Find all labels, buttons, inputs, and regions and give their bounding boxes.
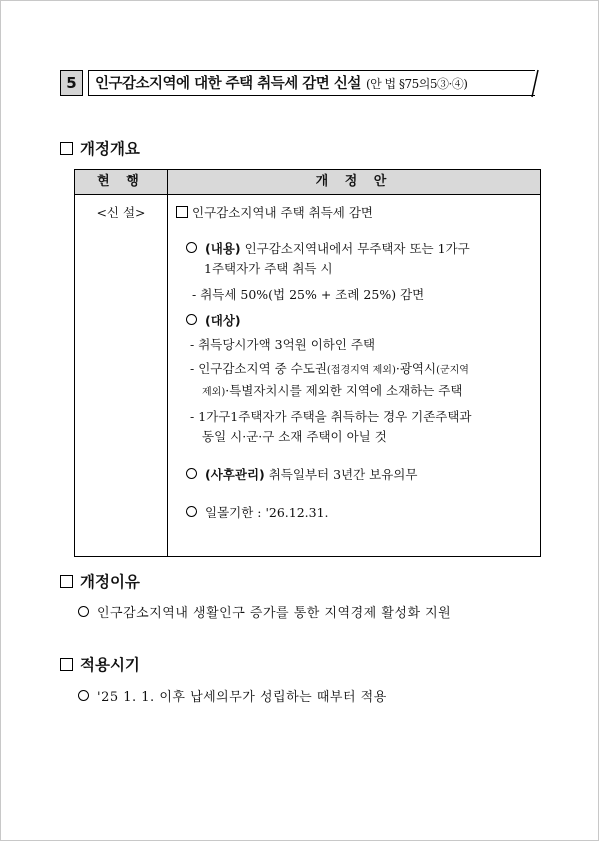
item-header (60, 70, 540, 98)
effective-text: '25 1. 1. 이후 납세의무가 성립하는 때부터 적용 (97, 690, 387, 705)
proposed-cell (168, 195, 541, 557)
circle-bullet-icon (186, 468, 197, 479)
current-text: <신 설> (96, 205, 146, 220)
checkbox-square-icon (176, 206, 188, 218)
checkbox-square-icon (60, 142, 73, 155)
post-mgmt-line (176, 465, 532, 485)
target-2-text-e: 제외) (202, 387, 226, 398)
circle-bullet-icon (78, 690, 89, 701)
circle-bullet-icon (78, 606, 89, 617)
target-1: - 취득당시가액 3억원 이하인 주택 (190, 337, 376, 352)
post-label: (사후관리) (205, 467, 265, 482)
post-text: 취득일부터 3년간 보유의무 (268, 467, 418, 482)
item-title: 인구감소지역에 대한 주택 취득세 감면 신설 (95, 76, 361, 92)
section-effective-title: 적용시기 (80, 656, 140, 674)
section-reason-title: 개정이유 (80, 573, 140, 591)
current-cell (75, 195, 168, 557)
revision-table (74, 169, 541, 557)
checkbox-square-icon (60, 658, 73, 671)
col-current-header: 현 행 (75, 170, 168, 195)
section-overview-title: 개정개요 (80, 140, 140, 158)
target-2 (176, 359, 532, 381)
circle-bullet-icon (186, 242, 197, 253)
target-3: - 1가구1주택자가 주택을 취득하는 경우 기존주택과 (190, 409, 472, 424)
proposed-title: 인구감소지역내 주택 취득세 감면 (192, 205, 373, 220)
item-number: 5 (60, 70, 83, 96)
reason-text: 인구감소지역내 생활인구 증가를 통한 지역경제 활성화 지원 (97, 606, 452, 621)
proposed-title-line (176, 203, 532, 223)
target-2-cont (176, 381, 532, 403)
target-label: (대상) (205, 313, 241, 328)
col-proposed-header: 개 정 안 (168, 170, 541, 195)
content-label: (내용) (205, 241, 241, 256)
circle-bullet-icon (186, 314, 197, 325)
content-line-1 (176, 239, 532, 259)
target-2-text-d: (군지역 (436, 365, 469, 376)
effective-line (78, 686, 387, 705)
content-line-2: 1주택자가 주택 취득 시 (204, 261, 333, 276)
target-2-text-f: ·특별자치시를 제외한 지역에 소재하는 주택 (225, 383, 463, 398)
target-head (176, 311, 532, 331)
reason-line (78, 602, 451, 621)
sunset-text: 일몰기한 : '26.12.31. (205, 505, 329, 520)
checkbox-square-icon (60, 575, 73, 588)
title-box-slant (530, 70, 540, 98)
target-2-text-a: - 인구감소지역 중 수도권 (190, 361, 327, 376)
content-text-1: 인구감소지역내에서 무주택자 또는 1가구 (244, 241, 470, 256)
target-2-text-c: ·광역시 (395, 361, 437, 376)
target-3-cont: 동일 시·군·구 소재 주택이 아닐 것 (202, 429, 387, 444)
item-reference: (안 법 §75의5③·④) (365, 77, 468, 91)
target-2-text-b: (접경지역 제외) (326, 365, 396, 376)
content-sub: - 취득세 50%(법 25% + 조례 25%) 감면 (192, 287, 425, 302)
sunset-line (176, 503, 532, 523)
circle-bullet-icon (186, 506, 197, 517)
section-reason (60, 570, 140, 592)
section-effective (60, 653, 140, 675)
section-overview (60, 137, 140, 159)
item-title-box (88, 70, 535, 96)
